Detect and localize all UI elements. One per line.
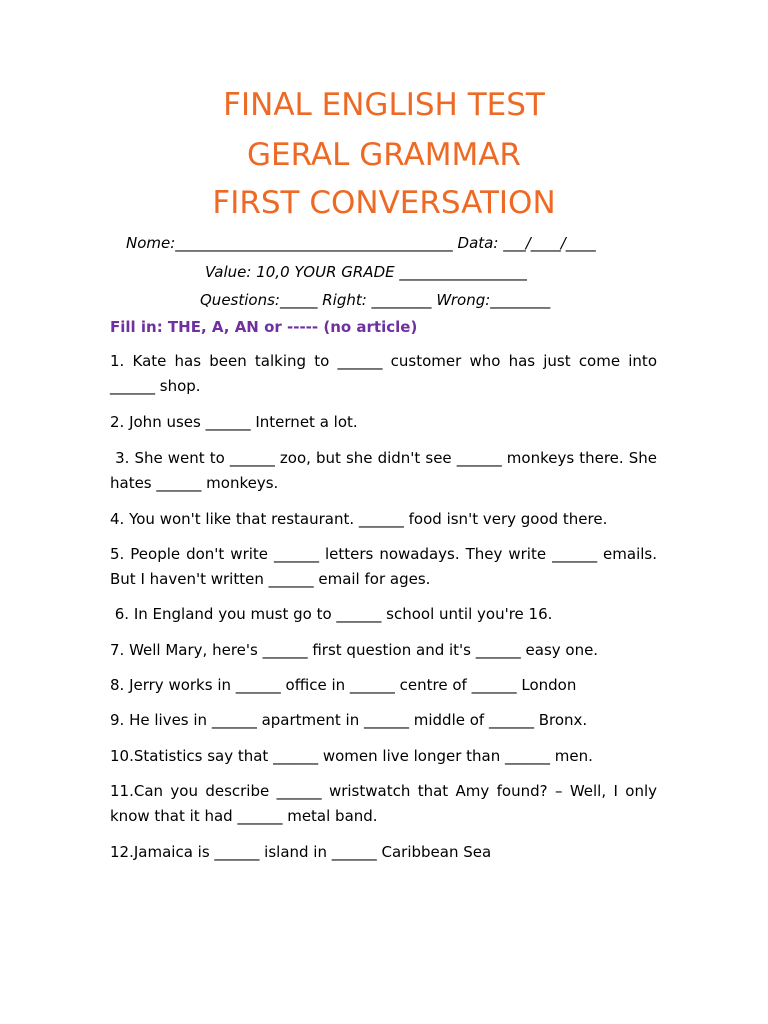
question-11: 11.Can you describe ______ wristwatch that Amy found? – Well, I only know that it had ______ metal band. <box>110 782 657 825</box>
question-12: 12.Jamaica is ______ island in ______ Caribbean Sea <box>110 843 492 861</box>
value-grade-line: Value: 10,0 YOUR GRADE _________________ <box>205 263 527 281</box>
question-10: 10.Statistics say that ______ women live longer than ______ men. <box>110 747 593 765</box>
question-2: 2. John uses ______ Internet a lot. <box>110 413 358 431</box>
question-7: 7. Well Mary, here's ______ first question and it's ______ easy one. <box>110 641 599 659</box>
test-subtitle-grammar: GERAL GRAMMAR <box>247 137 521 173</box>
question-8: 8. Jerry works in ______ office in ______ centre of ______ London <box>110 676 577 694</box>
question-3: 3. She went to ______ zoo, but she didn't see ______ monkeys there. She hates ______ monkeys. <box>110 449 662 492</box>
question-6: 6. In England you must go to ______ school until you're 16. <box>110 605 553 623</box>
question-5: 5. People don't write ______ letters nowadays. They write ______ emails. But I haven't written ______ email for ages. <box>110 545 657 588</box>
test-subtitle-conversation: FIRST CONVERSATION <box>212 185 556 221</box>
question-9: 9. He lives in ______ apartment in ______ middle of ______ Bronx. <box>110 711 588 729</box>
question-4: 4. You won't like that restaurant. ______ food isn't very good there. <box>110 510 608 528</box>
questions-score-line: Questions:_____ Right: ________ Wrong:________ <box>200 291 551 309</box>
name-date-line: Nome:_____________________________________ Data: ___/____/____ <box>126 234 596 252</box>
instruction-text: Fill in: THE, A, AN or ----- (no article) <box>110 318 418 336</box>
test-title: FINAL ENGLISH TEST <box>223 87 545 123</box>
question-1: 1. Kate has been talking to ______ customer who has just come into ______ shop. <box>110 352 657 395</box>
